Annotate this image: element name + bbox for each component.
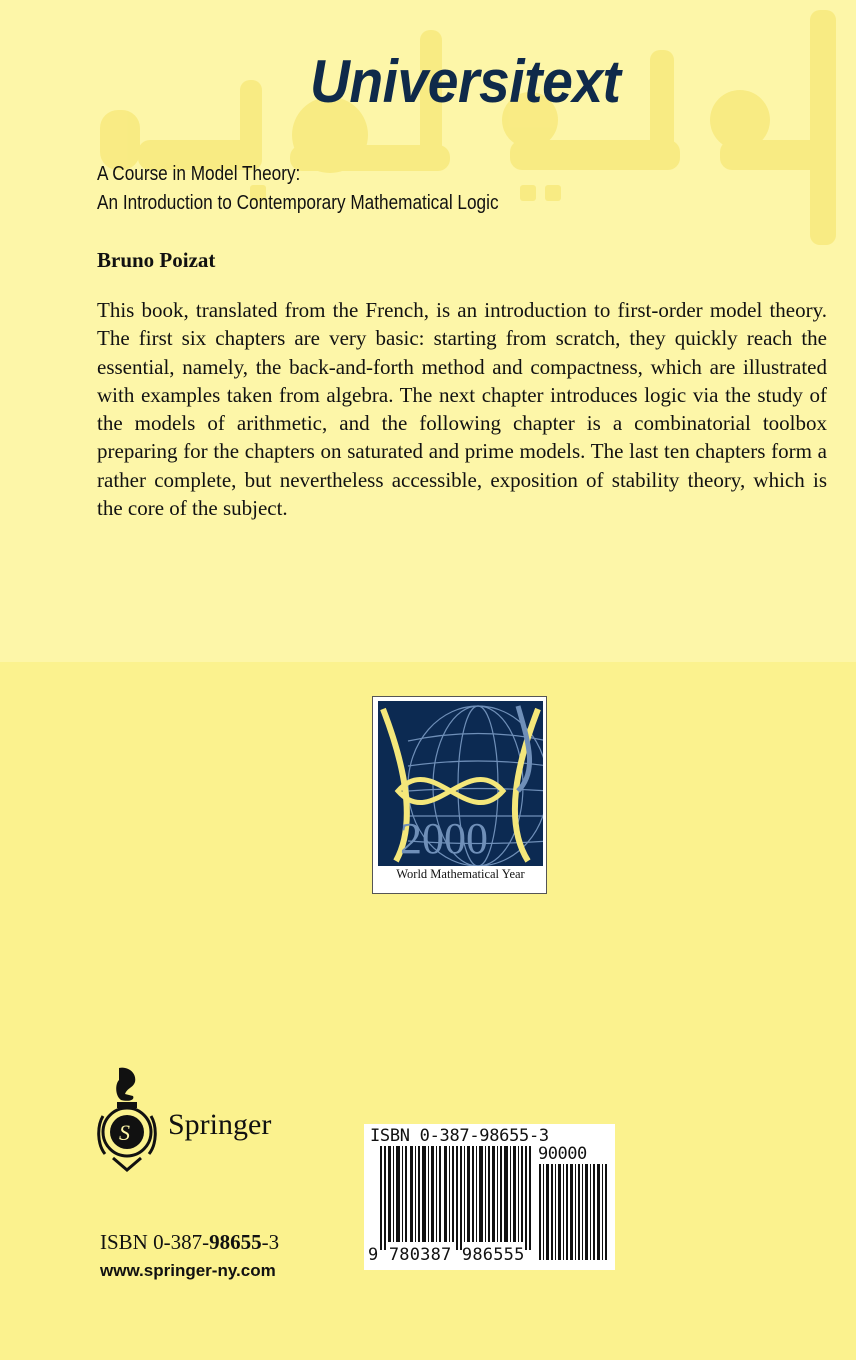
book-description: This book, translated from the French, is an introduction to first-order model theory. The first six chapters are very basic: starting from scratch, they quickly reach the essential, namely, the back-and-forth method and compactness, which are illustrated with examples taken from algebra. The next chapter introduces logic via the study of the models of arithmetic, and the following chapter is a combinatorial toolbox preparing for the chapters on saturated and prime models. The last ten chapters form a rather complete, but nevertheless accessible, exposition of stability theory, which is the core of the subject. bbox=[97, 298, 827, 521]
wmy-year: 2000 bbox=[400, 814, 488, 863]
world-mathematical-year-logo bbox=[372, 696, 547, 894]
book-title-line-1: A Course in Model Theory: bbox=[97, 163, 301, 185]
publisher-name: Springer bbox=[168, 1108, 272, 1141]
isbn-suffix: -3 bbox=[261, 1230, 280, 1254]
series-title: Universitext bbox=[310, 48, 621, 115]
barcode-digits: 9 780387 986555 bbox=[368, 1245, 525, 1265]
wmy-caption: World Mathematical Year bbox=[396, 867, 525, 881]
isbn-text bbox=[100, 1230, 279, 1255]
barcode bbox=[364, 1124, 615, 1270]
book-title-line-2: An Introduction to Contemporary Mathematical Logic bbox=[97, 192, 499, 214]
svg-text:S: S bbox=[119, 1120, 130, 1145]
barcode-addon-code: 90000 bbox=[538, 1144, 587, 1164]
wmy-2000-icon bbox=[378, 701, 543, 866]
author-name: Bruno Poizat bbox=[97, 248, 216, 272]
book-title bbox=[97, 160, 499, 218]
isbn-bold-part: 98655 bbox=[209, 1230, 262, 1254]
barcode-isbn-label: ISBN 0-387-98655-3 bbox=[370, 1126, 549, 1146]
springer-knight-icon bbox=[97, 1066, 157, 1174]
isbn-prefix: ISBN 0-387- bbox=[100, 1230, 210, 1254]
publisher-website: www.springer-ny.com bbox=[100, 1261, 276, 1280]
